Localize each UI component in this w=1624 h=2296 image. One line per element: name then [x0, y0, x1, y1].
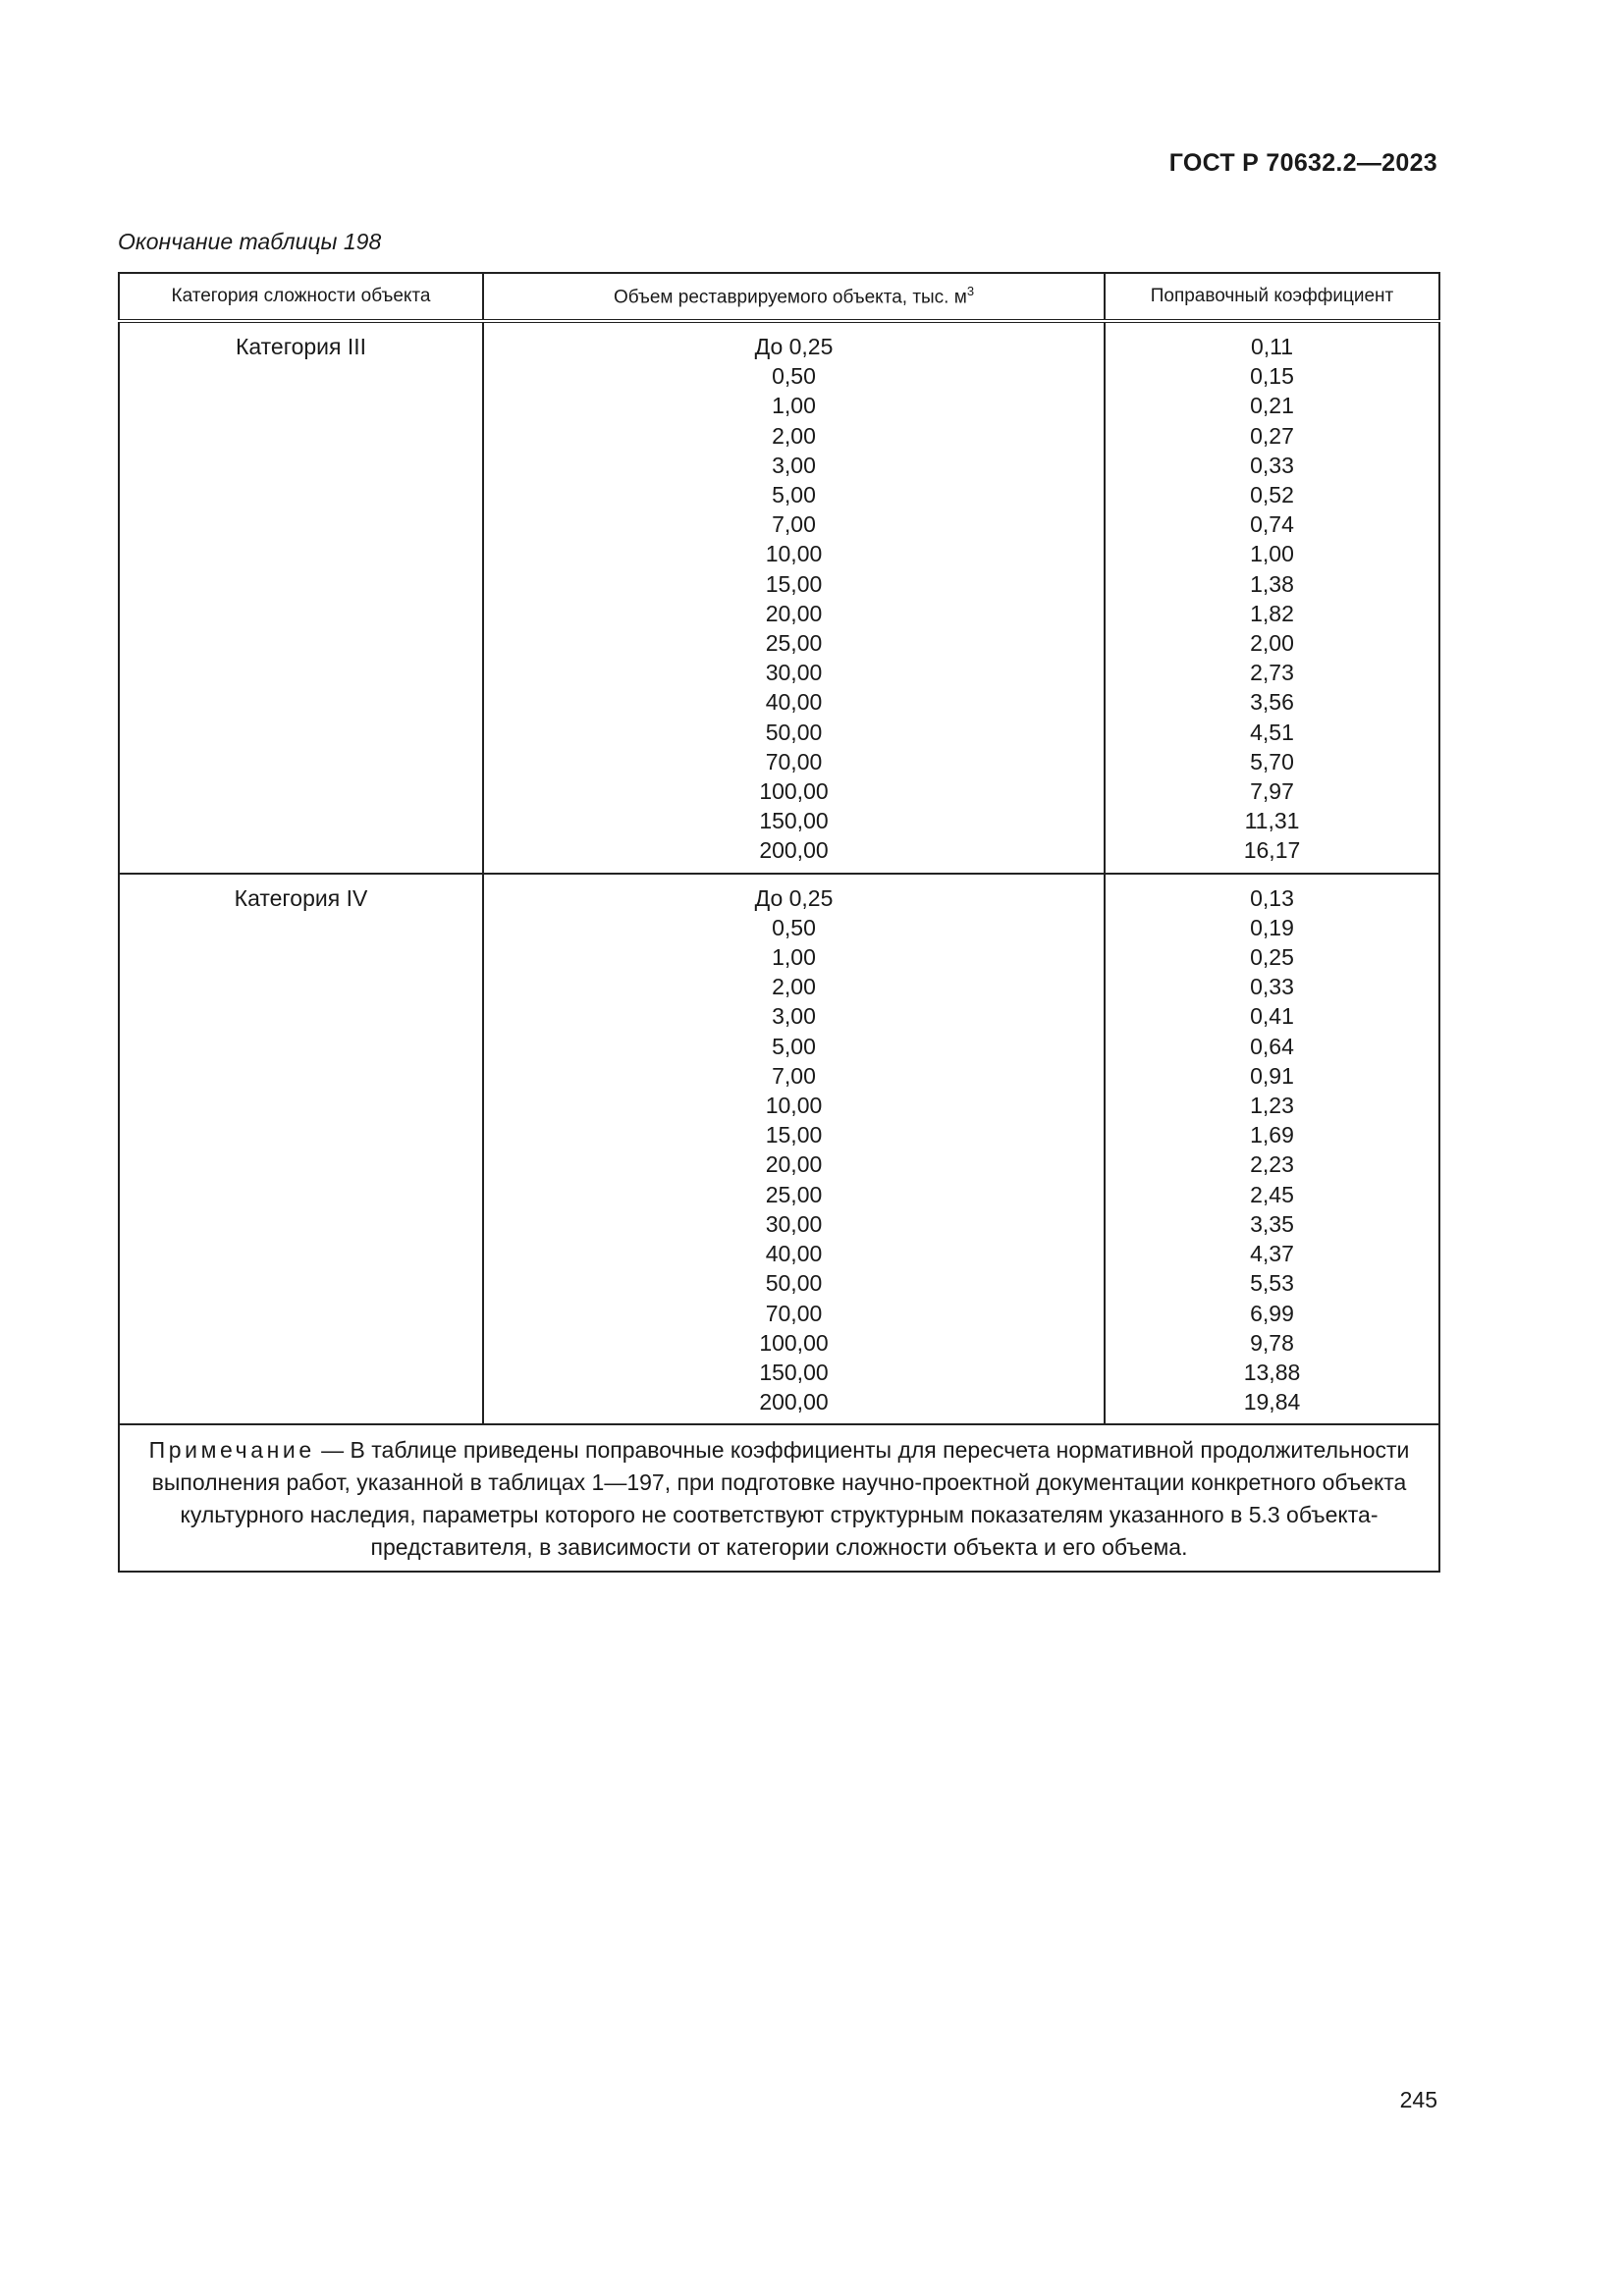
list-value: 50,00 [765, 719, 823, 745]
list-value: 5,70 [1250, 748, 1294, 774]
list-value: 0,41 [1250, 1003, 1294, 1030]
list-value: 5,53 [1250, 1270, 1294, 1297]
table-note [119, 1424, 1439, 1572]
list-value: 1,69 [1250, 1122, 1294, 1148]
note-lead: Примечание [148, 1437, 315, 1464]
list-value: 3,00 [772, 1003, 816, 1030]
list-value: 3,35 [1250, 1210, 1294, 1237]
list-value: 0,33 [1250, 452, 1294, 478]
coefficient-list [1106, 883, 1438, 1417]
list-value: 10,00 [765, 541, 823, 567]
list-value: 7,97 [1250, 778, 1294, 805]
table-body [119, 321, 1439, 1572]
category-label: Категория IV [234, 884, 368, 911]
superscript-3: 3 [966, 284, 975, 299]
volume-cell [483, 321, 1105, 874]
list-value: 2,00 [772, 422, 816, 449]
column-header-category: Категория сложности объекта [119, 273, 483, 321]
list-value: До 0,25 [754, 884, 834, 911]
list-value: 1,82 [1250, 600, 1294, 626]
list-value: 100,00 [759, 778, 829, 805]
list-value: 1,00 [772, 944, 816, 971]
list-value: 0,50 [772, 914, 816, 940]
list-value: 30,00 [765, 1210, 823, 1237]
column-header-volume: Объем реставрируемого объекта, тыс. $м^3$ [483, 273, 1105, 321]
list-value: 70,00 [765, 1300, 823, 1326]
list-value: 11,31 [1244, 808, 1300, 834]
list-value: 3,00 [772, 452, 816, 478]
list-value: 2,00 [772, 974, 816, 1000]
list-value: 0,50 [772, 363, 816, 390]
list-value: 19,84 [1243, 1389, 1301, 1415]
table-caption: Окончание таблицы 198 [118, 229, 382, 254]
list-value: 200,00 [759, 837, 829, 864]
category-cell [119, 321, 483, 874]
list-value: 20,00 [765, 600, 823, 626]
table-header-row [119, 273, 1439, 321]
list-value: До 0,25 [754, 334, 834, 359]
list-value: 2,23 [1250, 1151, 1294, 1178]
list-value: 1,23 [1250, 1093, 1294, 1119]
list-value: 0,64 [1250, 1033, 1294, 1059]
list-value: 2,73 [1250, 660, 1294, 686]
list-value: 0,74 [1250, 511, 1294, 538]
list-value: 0,52 [1250, 482, 1294, 508]
list-value: 70,00 [765, 748, 823, 774]
list-value: 6,99 [1250, 1300, 1294, 1326]
list-value: 40,00 [765, 1241, 823, 1267]
list-value: 5,00 [772, 1033, 816, 1059]
list-value: 100,00 [759, 1329, 829, 1356]
table-note-row [119, 1424, 1439, 1572]
list-value: 10,00 [765, 1093, 823, 1119]
list-value: 0,19 [1250, 914, 1294, 940]
list-value: 0,13 [1250, 884, 1294, 911]
category-label: Категория III [235, 334, 367, 359]
list-value: 0,27 [1250, 422, 1294, 449]
list-value: 13,88 [1243, 1359, 1301, 1385]
list-value: 16,17 [1243, 837, 1301, 864]
list-value: 9,78 [1250, 1329, 1294, 1356]
list-value: 40,00 [765, 689, 823, 716]
list-value: 1,38 [1250, 570, 1294, 597]
list-value: 25,00 [765, 630, 823, 657]
column-header-coefficient: Поправочный коэффициент [1105, 273, 1439, 321]
list-value: 150,00 [759, 808, 829, 834]
coefficient-cell [1105, 321, 1439, 874]
list-value: 0,91 [1250, 1062, 1294, 1089]
list-value: 0,15 [1250, 363, 1294, 390]
list-value: 15,00 [765, 570, 823, 597]
document-code: ГОСТ Р 70632.2—2023 [1168, 149, 1437, 177]
list-value: 2,00 [1250, 630, 1294, 657]
list-value: 50,00 [765, 1270, 823, 1297]
list-value: 15,00 [765, 1122, 823, 1148]
coefficient-cell [1105, 874, 1439, 1425]
volume-list [484, 332, 1104, 866]
coefficient-list [1106, 332, 1438, 866]
volume-cell [483, 874, 1105, 1425]
coefficient-table [118, 272, 1440, 1573]
list-value: 5,00 [772, 482, 816, 508]
list-value: 2,45 [1250, 1181, 1294, 1207]
volume-list [484, 883, 1104, 1417]
list-value: 4,37 [1250, 1241, 1294, 1267]
table-row-category-3 [119, 321, 1439, 874]
list-value: 0,11 [1250, 334, 1294, 359]
list-value: 1,00 [772, 393, 816, 419]
note-text: — В таблице приведены поправочные коэффициенты для пересчета нормативной продолжительности выполнения работ, указанной в таблицах 1—197, при подготовке научно-проектной документации конкретного объекта культурного наследия, параметры которого не соответствуют структурным показателям указанного в 5.3 объекта-представителя, в зависимости от категории сложности объекта и его объема. [151, 1437, 1410, 1561]
list-value: 200,00 [759, 1389, 829, 1415]
category-cell [119, 874, 483, 1425]
list-value: 7,00 [772, 1062, 816, 1089]
list-value: 7,00 [772, 511, 816, 538]
list-value: 20,00 [765, 1151, 823, 1178]
list-value: 3,56 [1250, 689, 1294, 716]
list-value: 25,00 [765, 1181, 823, 1207]
page-number: 245 [1399, 2087, 1437, 2112]
list-value: 0,21 [1250, 393, 1294, 419]
list-value: 30,00 [765, 660, 823, 686]
table-row-category-4 [119, 874, 1439, 1425]
list-value: 150,00 [759, 1359, 829, 1385]
list-value: 1,00 [1250, 541, 1294, 567]
list-value: 0,25 [1250, 944, 1294, 971]
list-value: 4,51 [1250, 719, 1294, 745]
list-value: 0,33 [1250, 974, 1294, 1000]
